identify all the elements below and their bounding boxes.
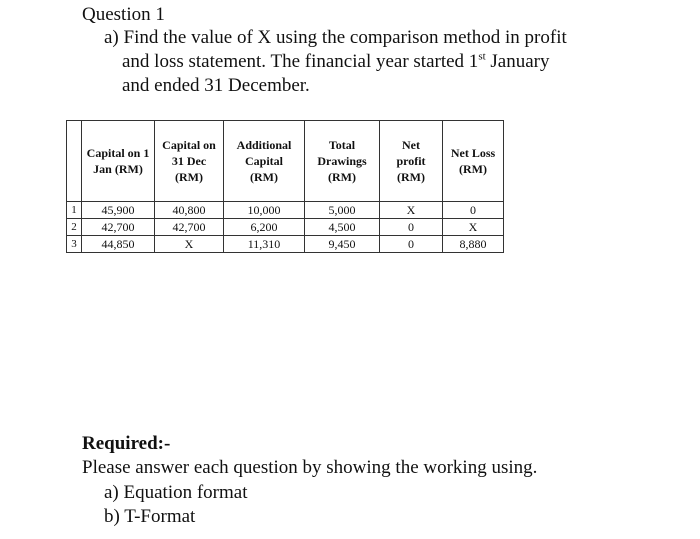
header-additional-capital: Additional Capital (RM) (224, 121, 305, 202)
required-format-list (104, 481, 248, 529)
cell-total-drawings: 9,450 (305, 236, 380, 253)
row-index: 3 (67, 236, 82, 253)
cell-capital-dec: 40,800 (155, 202, 224, 219)
table-row (67, 219, 504, 236)
row-index: 1 (67, 202, 82, 219)
format-item-t-format: b) T-Format (104, 506, 196, 527)
cell-capital-jan: 44,850 (82, 236, 155, 253)
table-header-row (67, 121, 504, 202)
cell-net-profit: X (380, 202, 443, 219)
cell-capital-dec: X (155, 236, 224, 253)
header-capital-dec: Capital on 31 Dec (RM) (155, 121, 224, 202)
cell-net-loss: 8,880 (443, 236, 504, 253)
cell-net-loss: X (443, 219, 504, 236)
cell-total-drawings: 5,000 (305, 202, 380, 219)
cell-net-loss: 0 (443, 202, 504, 219)
table-row (67, 202, 504, 219)
header-net-loss: Net Loss (RM) (443, 121, 504, 202)
cell-total-drawings: 4,500 (305, 219, 380, 236)
cell-net-profit: 0 (380, 219, 443, 236)
capital-comparison-table (66, 120, 504, 253)
part-a-line-1: a) Find the value of X using the comparison method in profit (104, 27, 567, 48)
header-total-drawings: Total Drawings (RM) (305, 121, 380, 202)
question-part-a (104, 26, 664, 98)
cell-additional-capital: 6,200 (224, 219, 305, 236)
format-item-equation: a) Equation format (104, 482, 248, 503)
cell-additional-capital: 11,310 (224, 236, 305, 253)
cell-capital-jan: 45,900 (82, 202, 155, 219)
part-a-line-2: and loss statement. The financial year started 1st January (122, 50, 550, 72)
required-heading: Required:- (82, 433, 171, 454)
header-net-profit: Net profit (RM) (380, 121, 443, 202)
part-a-line-3: and ended 31 December. (122, 75, 310, 96)
cell-capital-dec: 42,700 (155, 219, 224, 236)
cell-capital-jan: 42,700 (82, 219, 155, 236)
question-title: Question 1 (82, 4, 165, 25)
cell-net-profit: 0 (380, 236, 443, 253)
header-capital-jan: Capital on 1 Jan (RM) (82, 121, 155, 202)
cell-additional-capital: 10,000 (224, 202, 305, 219)
header-index-cell (67, 121, 82, 202)
table-row (67, 236, 504, 253)
required-instruction: Please answer each question by showing the working using. (82, 457, 538, 478)
row-index: 2 (67, 219, 82, 236)
